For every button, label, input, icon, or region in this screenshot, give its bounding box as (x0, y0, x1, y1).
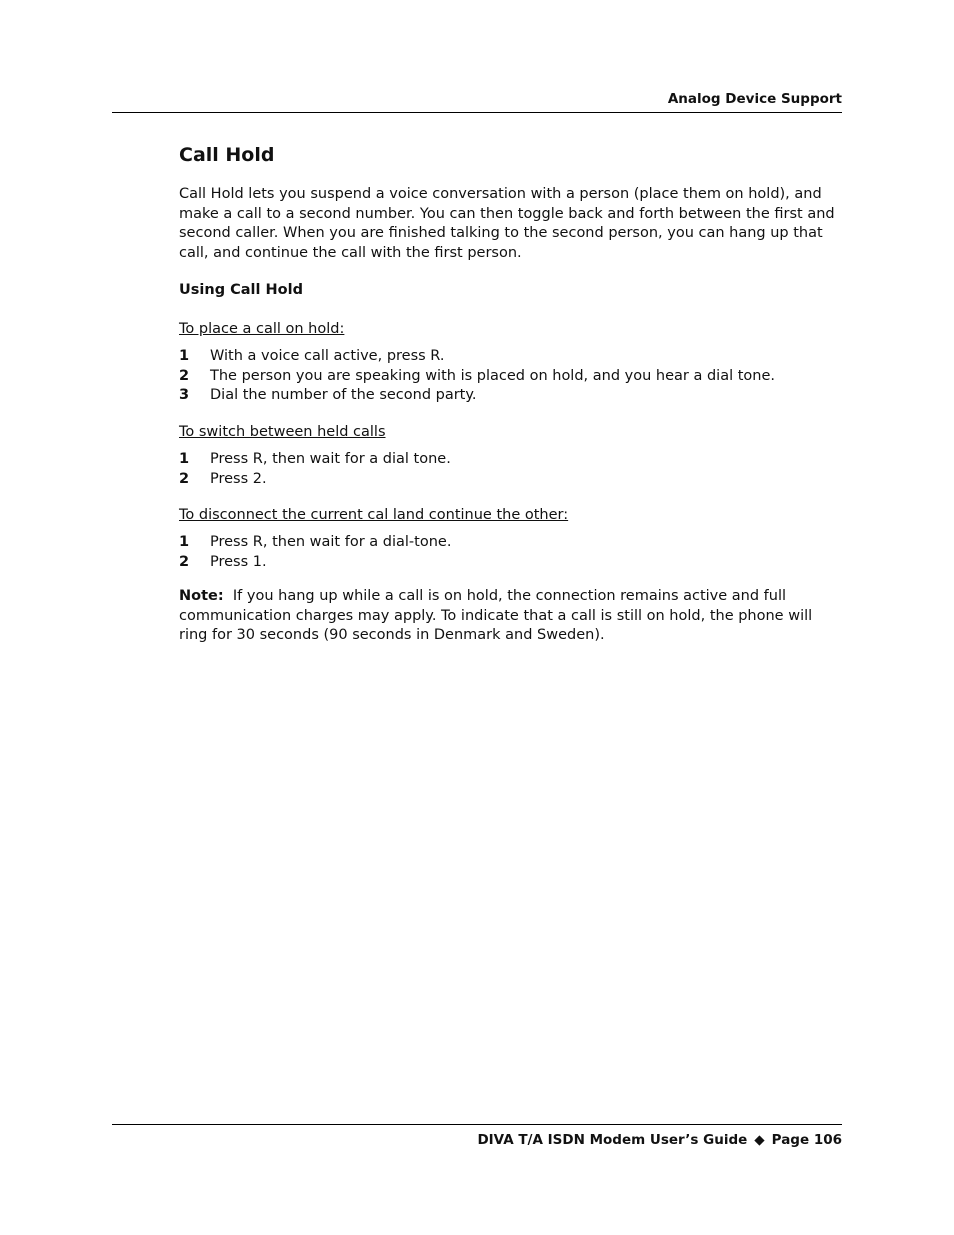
running-header: Analog Device Support (667, 91, 842, 107)
step-number: 3 (179, 387, 190, 404)
steps-disconnect (179, 533, 451, 572)
list-item (179, 347, 775, 367)
procedure-title-place-hold: To place a call on hold: (179, 321, 345, 337)
list-item (179, 553, 451, 573)
section-subheading: Using Call Hold (179, 282, 303, 298)
footer-guide-title: DIVA T/A ISDN Modem User’s Guide (477, 1132, 748, 1148)
list-item (179, 533, 451, 553)
step-text: Press R, then wait for a dial tone. (210, 451, 451, 467)
procedure-title-switch: To switch between held calls (179, 424, 386, 440)
note-paragraph (179, 587, 841, 646)
footer-page-number: Page 106 (771, 1132, 842, 1148)
list-item (179, 450, 451, 470)
step-number: 1 (179, 534, 190, 550)
intro-paragraph: Call Hold lets you suspend a voice conversation with a person (place them on hold), and make a call to a second number. You can then toggle back and forth between the first and second caller. When you are finished talking to the second person, you can hang up that call, and continue the call with the first person. (179, 186, 835, 261)
steps-place-hold (179, 347, 775, 406)
procedure-title-disconnect: To disconnect the current cal land continue the other: (179, 507, 569, 523)
running-footer (477, 1132, 842, 1148)
step-text: Dial the number of the second party. (210, 387, 477, 404)
step-text: Press R, then wait for a dial-tone. (210, 534, 452, 550)
note-text: If you hang up while a call is on hold, the connection remains active and full communication charges may apply. To indicate that a call is still on hold, the phone will ring for 30 seconds (90 seconds in Denmark and Sweden). (179, 588, 813, 644)
list-item (179, 470, 451, 490)
step-text: With a voice call active, press R. (210, 348, 445, 364)
page-title: Call Hold (179, 144, 275, 166)
steps-switch (179, 450, 451, 489)
step-number: 2 (179, 470, 190, 487)
note-label: Note: (179, 588, 224, 604)
header-rule (112, 112, 842, 113)
step-text: Press 1. (210, 553, 267, 570)
step-text: Press 2. (210, 470, 267, 487)
list-item (179, 386, 775, 406)
step-number: 1 (179, 348, 190, 364)
step-text: The person you are speaking with is placed on hold, and you hear a dial tone. (210, 367, 775, 384)
step-number: 2 (179, 367, 190, 384)
step-number: 1 (179, 451, 190, 467)
list-item (179, 367, 775, 387)
step-number: 2 (179, 553, 190, 570)
footer-rule (112, 1124, 842, 1125)
diamond-separator-icon: ◆ (754, 1132, 765, 1148)
